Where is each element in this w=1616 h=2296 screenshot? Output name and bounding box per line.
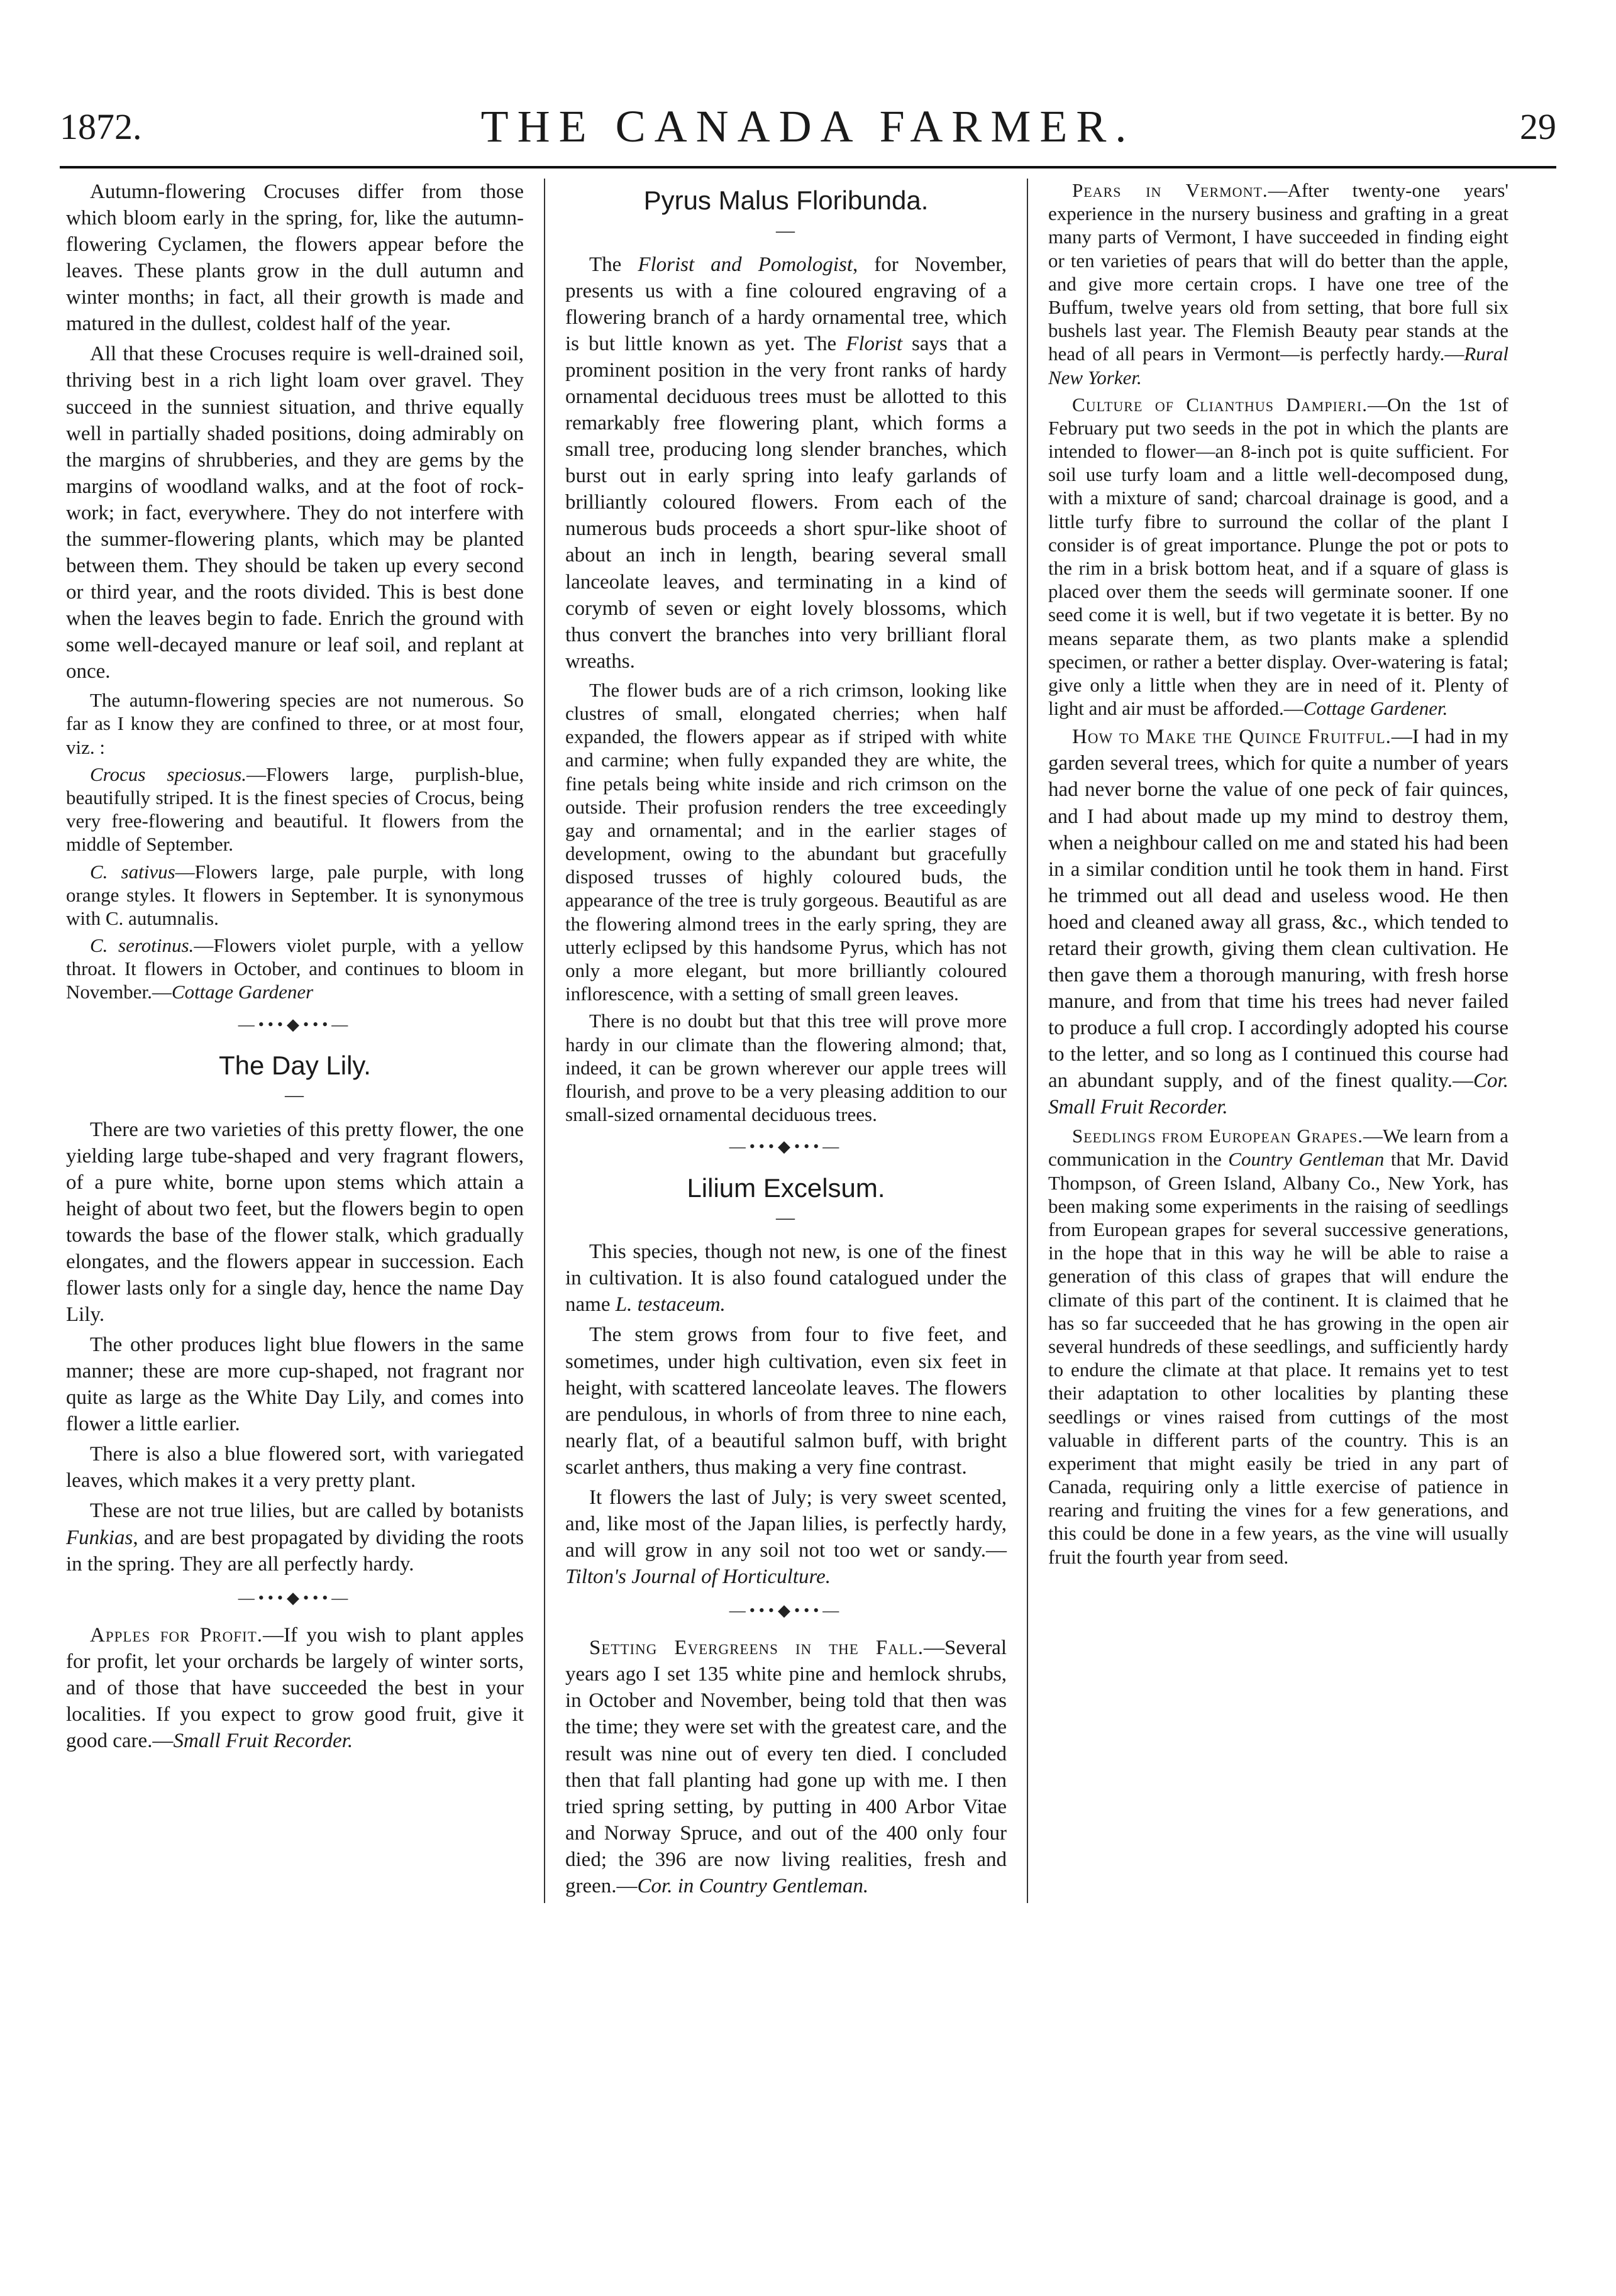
day-lily-paragraph-2: The other produces light blue flowers in the same manner; these are more cup-shaped, not fragrant nor quite as large as the White Day Lily, and comes into flower a little earlier. — [66, 1333, 524, 1436]
header-rule — [60, 166, 1556, 168]
pears-in-vermont: Pears in Vermont.—After twenty-one years' experience in the nursery business and grafting in a great many parts of Vermont, I have succeeded in finding eight or ten varieties of pears that will do better than the apple, and give more certain crops. I have one tree of the Buffum, twelve years old from setting, that bore full six bushels last year. The Flemish Beauty pear stands at the head of all pears in Vermont—is perfectly hardy.—Rural New Yorker. — [1048, 179, 1508, 389]
crocus-species-2: C. sativus—Flowers large, pale purple, with long orange styles. It flowers in September. It is synonymous with C. autumnalis. — [66, 860, 524, 929]
day-lily-paragraph-4: These are not true lilies, but are called by botanists Funkias, and are best propagated by dividing the roots in the spring. They are all perfectly hardy. — [66, 1499, 524, 1576]
day-lily-paragraph-1: There are two varieties of this pretty flower, the one yielding large tube-shaped and very fragrant flowers, of a pure white, borne upon stems which attain a height of about two feet, but the flowers begin to open towards the base of the flower stalk, which gradually elongates, and the flowers appear in succession. Each flower lasts only for a single day, hence the name Day Lily. — [66, 1118, 524, 1326]
seedlings-european-grapes: Seedlings from European Grapes.—We learn from a communication in the Country Gentleman that Mr. David Thompson, of Green Island, Albany Co., New York, has been making some experiments in the raising of seedlings from European grapes for several successive generations, in the hope that in this way he will be able to raise a generation of this class of grapes that will endure the climate of this part of the continent. It is claimed that he has so far succeeded that he has growing in the open air several hundreds of these seedlings, and sufficiently hardy to endure the climate at that place. It remains yet to test their adaptation to other localities by planting these seedlings or vines raised from cuttings of the most valuable in different parts of the country. This is an experiment that might easily be tried in any part of Canada, requiring only a little exercise of patience in rearing and fruiting the vines for a few generations, and this could be done in a few years, as the vine will usually fruit the fourth year from seed. — [1048, 1125, 1509, 1568]
quince-fruitful: How to Make the Quince Fruitful.—I had in my garden several trees, which for quite a number of years had never borne the value of one peck of fair quinces, and I had about made up my mind to destroy them, when a neighbour called on me and stated his had been in a similar condition until he took them in hand. First he trimmed out all dead and useless wood. He then hoed and cleaned away all grass, &c., which tended to retard their growth, giving them clean cultivation. He then gave them a thorough manuring, with fresh horse manure, and from that time his trees had never failed to produce a full crop. I accordingly adopted his course to the letter, and so long as I continued this course had an abundant supply, and of the finest quality.—Cor. Small Fruit Recorder. — [1048, 726, 1508, 1119]
culture-of-clianthus: Culture of Clianthus Dampieri.—On the 1st of February put two seeds in the pot in which the plants are intended to flower—an 8-inch pot is quite sufficient. For soil use turfy loam and a little well-decomposed dung, with a mixture of sand; charcoal drainage is good, and a little turfy fibre to surround the collar of the plant I consider is of great importance. Plunge the pot or pots to the rim in a brisk bottom heat, and if a square of glass is placed over them the seeds will germinate sooner. If one seed come it is well, but if two vegetate it is better. By no means separate them, as two plants make a splendid specimen, or rather a better display. Over-watering is fatal; give only a little when they are in need of it. Plenty of light and air must be afforded.—Cottage Gardener. — [1048, 393, 1508, 720]
lilium-paragraph-3: It flowers the last of July; is very sweet scented, and, like most of the Japan lilies, is perfectly hardy, and will grow in any soil not too wet or sandy.—Tilton's Journal of Horticulture. — [565, 1486, 1007, 1589]
pyrus-paragraph-3: There is no doubt but that this tree will prove more hardy in our climate than the flowering almond; that, indeed, it can be grown wherever our apple trees will flourish, and prove to be a very pleasing addition to our small-sized ornamental deciduous trees. — [565, 1010, 1007, 1126]
heading-dash: — — [776, 1207, 796, 1228]
section-ornament: —•••◆•••— — [238, 1015, 352, 1034]
heading-pyrus-malus: Pyrus Malus Floribunda. — [643, 185, 929, 215]
crocus-species-3: C. serotinus.—Flowers violet purple, with a yellow throat. It flowers in October, and continues to bloom in November.—Cottage Gardener — [66, 934, 524, 1003]
crocus-paragraph-3: The autumn-flowering species are not numerous. So far as I know they are confined to three, or at most four, viz. : — [66, 689, 524, 758]
heading-dash: — — [776, 219, 796, 241]
pyrus-paragraph-1: The Florist and Pomologist, for November, presents us with a fine coloured engraving of a flowering branch of a hardy ornamental tree, which is but little known as yet. The Florist says that a prominent position in the very front ranks of hardy ornamental deciduous trees must be allotted to this remarkably free flowering plant, which forms a small tree, producing long slender branches, which burst out in early spring into leafy garlands of brilliantly coloured flowers. From each of the numerous buds proceeds a short spur-like shoot of about an inch in length, bearing several small lanceolate leaves, and terminating in a kind of corymb of seven or eight lovely blossoms, which thus convert the branches into very brilliant floral wreaths. — [565, 253, 1007, 673]
section-ornament: —•••◆•••— — [729, 1601, 843, 1620]
heading-day-lily: The Day Lily. — [219, 1050, 371, 1080]
issue-year: 1872. — [60, 106, 142, 147]
crocus-paragraph-2: All that these Crocuses require is well-drained soil, thriving best in a rich light loam over gravel. They succeed in the sunniest situation, and thrive equally well in partially shaded positions, doing admirably on the margins of shrubberies, and they are gems by the margins of woodland walks, and at the foot of rock-work; in fact, everywhere. They do not interfere with the summer-flowering plants, which may be planted between them. They should be taken up every second or third year, and the roots divided. This is best done when the leaves begin to fade. Enrich the ground with some well-decayed manure or leaf soil, and replant at once. — [66, 343, 524, 683]
section-ornament: —•••◆•••— — [238, 1588, 352, 1607]
setting-evergreens: Setting Evergreens in the Fall.—Several years ago I set 135 white pine and hemlock shrubs, in October and November, being told that then was the time; they were set with the greatest care, and the result was nine out of every ten died. I concluded then that fall planting had gone up with me. I then tried spring setting, by putting in 400 Arbor Vitae and Norway Spruce, and out of the 400 only four died; the 396 are now living realities, fresh and green.—Cor. in Country Gentleman. — [565, 1636, 1007, 1897]
pyrus-paragraph-2: The flower buds are of a rich crimson, looking like clustres of small, elongated cherries; when half expanded, the flowers appear as if striped with white and carmine; when fully expanded they are white, the fine petals being white inside and rich crimson on the outside. Their profusion renders the tree exceedingly gay and ornamental; and in the earlier stages of development, owing to the abundant but gracefully disposed trusses of highly coloured buds, the appearance of the tree is truly gorgeous. Beautiful as are the flowering almond trees in the early spring, they are utterly eclipsed by this handsome Pyrus, which has not only a more elegant, but more brilliantly coloured inflorescence, with a setting of small green leaves. — [565, 678, 1007, 1005]
column-3 — [1028, 179, 1512, 1903]
columns — [60, 179, 1556, 1903]
section-ornament: —•••◆•••— — [729, 1137, 843, 1156]
column-2 — [544, 179, 1028, 1903]
lilium-paragraph-2: The stem grows from four to five feet, and sometimes, under high cultivation, even six feet in height, with scattered lanceolate leaves. The flowers are pendulous, in whorls of from three to nine each, nearly flat, of a beautiful salmon buff, with bright scarlet anthers, thus making a very fine contrast. — [565, 1323, 1007, 1479]
crocus-species-1: Crocus speciosus.—Flowers large, purplish-blue, beautifully striped. It is the finest species of Crocus, being very free-flowering and beautiful. It flowers from the middle of September. — [66, 763, 524, 856]
masthead — [60, 94, 1556, 157]
lilium-paragraph-1: This species, though not new, is one of the finest in cultivation. It is also found catalogued under the name L. testaceum. — [565, 1240, 1007, 1316]
crocus-paragraph-1: Autumn-flowering Crocuses differ from those which bloom early in the spring, for, like the autumn-flowering Cyclamen, the flowers appear before the leaves. These plants grow in the dull autumn and winter months; in fact, all their growth is made and matured in the dullest, coldest half of the year. — [66, 180, 524, 336]
day-lily-paragraph-3: There is also a blue flowered sort, with variegated leaves, which makes it a very pretty plant. — [66, 1443, 524, 1493]
newspaper-title: THE CANADA FARMER. — [480, 101, 1136, 152]
page-number: 29 — [1520, 106, 1556, 147]
heading-dash: — — [285, 1085, 305, 1106]
heading-lilium-excelsum: Lilium Excelsum. — [687, 1173, 885, 1203]
column-1 — [60, 179, 544, 1903]
apples-for-profit: Apples for Profit.—If you wish to plant apples for profit, let your orchards be largely of winter sorts, and of those that have succeeded the best in your localities. If you expect to grow good fruit, give it good care.—Small Fruit Recorder. — [66, 1623, 524, 1753]
